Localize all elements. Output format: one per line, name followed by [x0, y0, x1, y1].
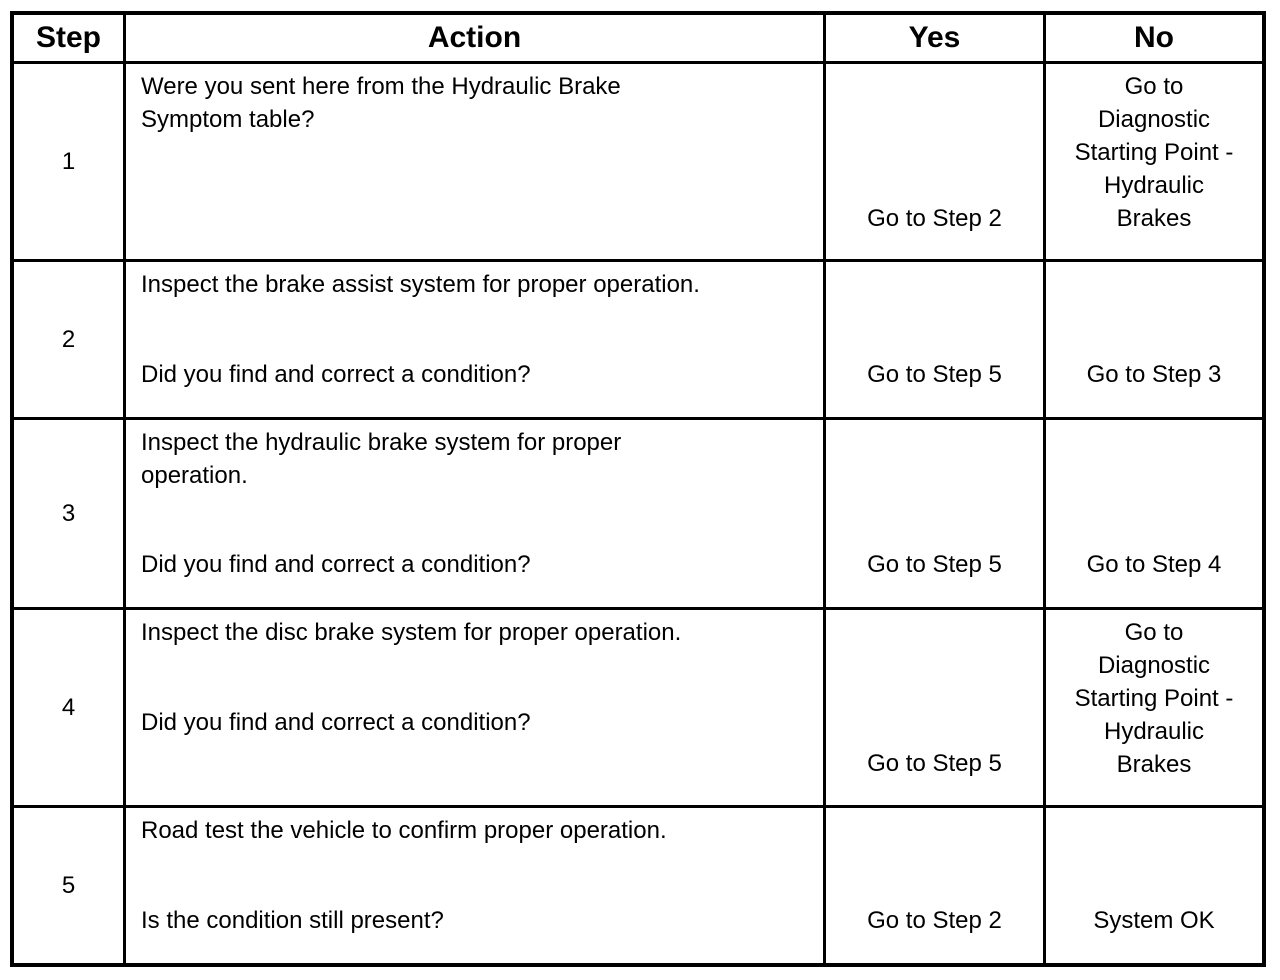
yes-result: Go to Step 2	[867, 907, 1002, 934]
no-result: Go to Step 4	[1086, 551, 1222, 578]
action-cell	[126, 262, 823, 417]
action-cell	[126, 420, 823, 607]
table-row	[14, 420, 123, 607]
yes-result: Go to Step 5	[867, 361, 1002, 388]
yes-cell	[826, 420, 1043, 607]
step-number: 2	[61, 325, 76, 353]
yes-cell	[826, 610, 1043, 805]
yes-cell	[826, 808, 1043, 963]
action-question: Did you find and correct a condition?	[141, 551, 531, 578]
step-number: 1	[61, 147, 76, 175]
action-question: Did you find and correct a condition?	[141, 709, 531, 736]
no-cell	[1046, 64, 1262, 259]
header-step: Step	[35, 21, 101, 54]
table-row	[14, 808, 123, 963]
yes-cell	[826, 64, 1043, 259]
yes-cell	[826, 262, 1043, 417]
no-cell	[1046, 262, 1262, 417]
action-cell	[126, 610, 823, 805]
action-question: Is the condition still present?	[141, 907, 444, 934]
no-cell	[1046, 420, 1262, 607]
no-result: Go to Diagnostic Starting Point - Hydraulic Brakes	[1074, 73, 1234, 232]
no-cell	[1046, 610, 1262, 805]
header-yes: Yes	[908, 21, 961, 54]
yes-result: Go to Step 5	[867, 750, 1002, 777]
action-cell	[126, 808, 823, 963]
step-number: 4	[61, 693, 76, 721]
no-result: System OK	[1093, 907, 1215, 934]
header-action: Action	[427, 21, 522, 54]
yes-result: Go to Step 5	[867, 551, 1002, 578]
step-number: 3	[61, 499, 76, 527]
action-text: Road test the vehicle to confirm proper operation.	[141, 817, 667, 844]
header-no: No	[1134, 21, 1174, 54]
diagnostic-table	[10, 11, 1266, 967]
action-text: Inspect the disc brake system for proper operation.	[141, 619, 682, 646]
table-row	[14, 262, 123, 417]
action-text: Were you sent here from the Hydraulic Brake Symptom table?	[141, 73, 621, 133]
action-text: Inspect the hydraulic brake system for proper operation.	[141, 429, 622, 489]
action-text: Inspect the brake assist system for proper operation.	[141, 271, 700, 298]
no-result: Go to Step 3	[1086, 361, 1222, 388]
step-number: 5	[61, 871, 76, 899]
table-row	[14, 64, 123, 259]
no-cell	[1046, 808, 1262, 963]
action-question: Did you find and correct a condition?	[141, 361, 531, 388]
action-cell	[126, 64, 823, 259]
no-result: Go to Diagnostic Starting Point - Hydraulic Brakes	[1074, 619, 1234, 778]
yes-result: Go to Step 2	[867, 205, 1002, 232]
table-row	[14, 610, 123, 805]
